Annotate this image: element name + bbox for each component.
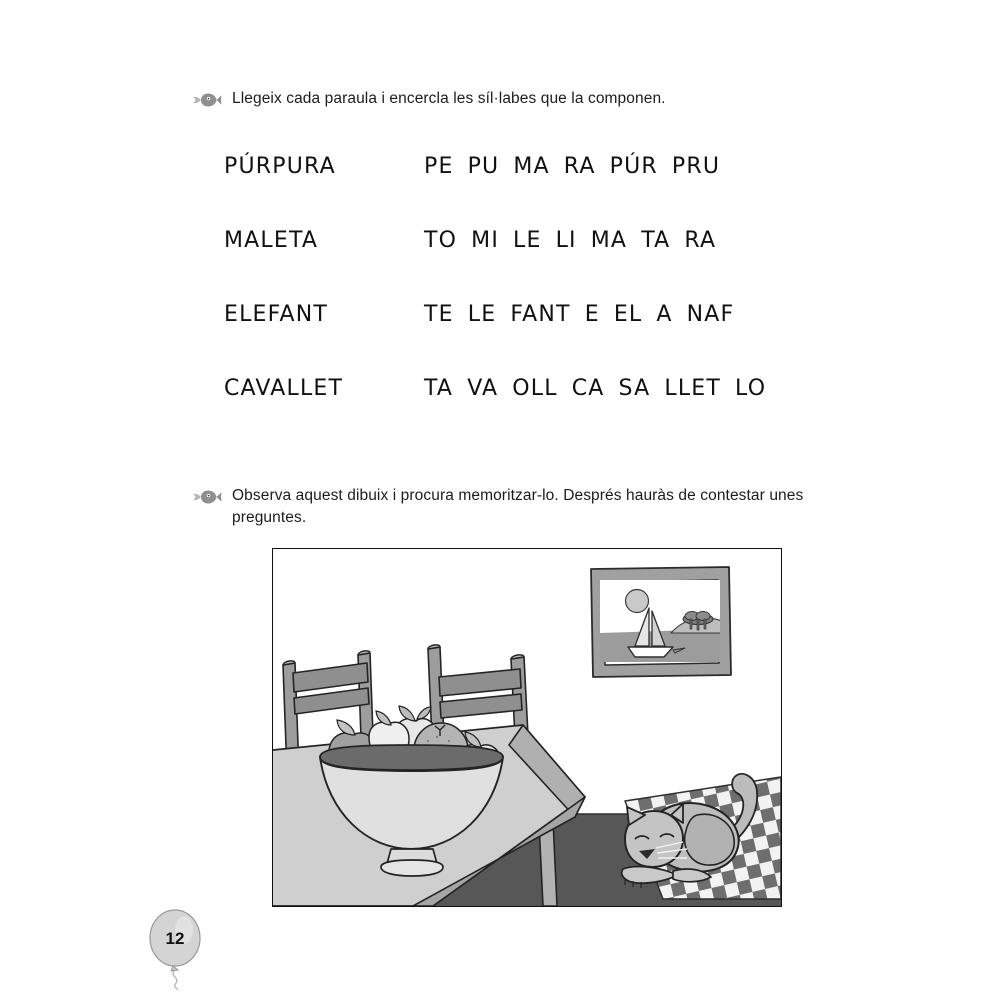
balloon-knot	[171, 966, 178, 971]
exercise-1-instruction-text: Llegeix cada paraula i encercla les síl·labes que la componen.	[232, 90, 666, 107]
exercise-2-instruction-row	[190, 485, 830, 529]
room-scene-svg	[273, 549, 781, 906]
scene-contents	[273, 549, 781, 906]
sun	[626, 590, 649, 613]
syllable-option[interactable]: RA	[563, 154, 596, 179]
syllable-option[interactable]: OLL	[512, 376, 558, 401]
syllable-option[interactable]: TE	[424, 302, 454, 327]
syllable-option[interactable]: FANT	[510, 302, 571, 327]
syllables-cavallet	[424, 352, 766, 426]
syllable-option[interactable]: NAF	[686, 302, 735, 327]
syllable-option[interactable]: LLET	[664, 376, 722, 401]
seascape-art	[600, 580, 722, 667]
syllable-option[interactable]: A	[656, 302, 673, 327]
syllable-option[interactable]: VA	[467, 376, 499, 401]
syllable-option[interactable]: PÚR	[609, 154, 658, 179]
word-purpura: PÚRPURA	[224, 154, 336, 179]
syllable-option[interactable]: LI	[555, 228, 577, 253]
syllable-option[interactable]: TO	[424, 228, 458, 253]
fish-icon	[190, 90, 222, 110]
table-row	[224, 130, 766, 204]
syllable-option[interactable]: SA	[618, 376, 651, 401]
picture-frame-seascape	[591, 567, 731, 677]
syllables-maleta	[424, 204, 766, 278]
syllable-option[interactable]: MA	[513, 154, 550, 179]
syllable-option[interactable]: E	[584, 302, 600, 327]
syllable-option[interactable]: RA	[684, 228, 717, 253]
syllable-option[interactable]: TA	[424, 376, 454, 401]
word-cavallet: CAVALLET	[224, 376, 344, 401]
exercise-2	[190, 485, 830, 529]
bowl-foot	[381, 860, 443, 876]
exercise-1	[190, 88, 666, 110]
word-elefant: ELEFANT	[224, 302, 329, 327]
syllable-option[interactable]: MA	[590, 228, 628, 253]
syllable-option[interactable]: PU	[467, 154, 500, 179]
syllable-option[interactable]: PE	[424, 154, 454, 179]
syllable-option[interactable]: LO	[735, 376, 767, 401]
table-row	[224, 278, 766, 352]
syllables-elefant	[424, 278, 766, 352]
word-maleta: MALETA	[224, 228, 319, 253]
fish-icon	[190, 487, 222, 507]
exercise-2-instruction-text: Observa aquest dibuix i procura memoritzar-lo. Després hauràs de contestar unes preguntes.	[232, 487, 804, 526]
memory-illustration	[272, 548, 782, 907]
syllable-option[interactable]: LE	[467, 302, 497, 327]
table-row	[224, 352, 766, 426]
balloon-string	[173, 971, 178, 990]
syllable-option[interactable]: CA	[571, 376, 605, 401]
page-number-balloon	[140, 908, 220, 990]
syllable-table	[224, 130, 766, 426]
syllable-option[interactable]: EL	[613, 302, 643, 327]
syllable-option[interactable]: PRU	[671, 154, 721, 179]
bowl-rim-inside	[320, 745, 503, 770]
syllables-purpura	[424, 130, 766, 204]
page-number: 12	[165, 929, 185, 948]
exercise-1-instruction-row	[190, 88, 666, 110]
table-row	[224, 204, 766, 278]
syllable-option[interactable]: LE	[513, 228, 542, 253]
syllable-option[interactable]: MI	[471, 228, 500, 253]
syllable-option[interactable]: TA	[641, 228, 671, 253]
